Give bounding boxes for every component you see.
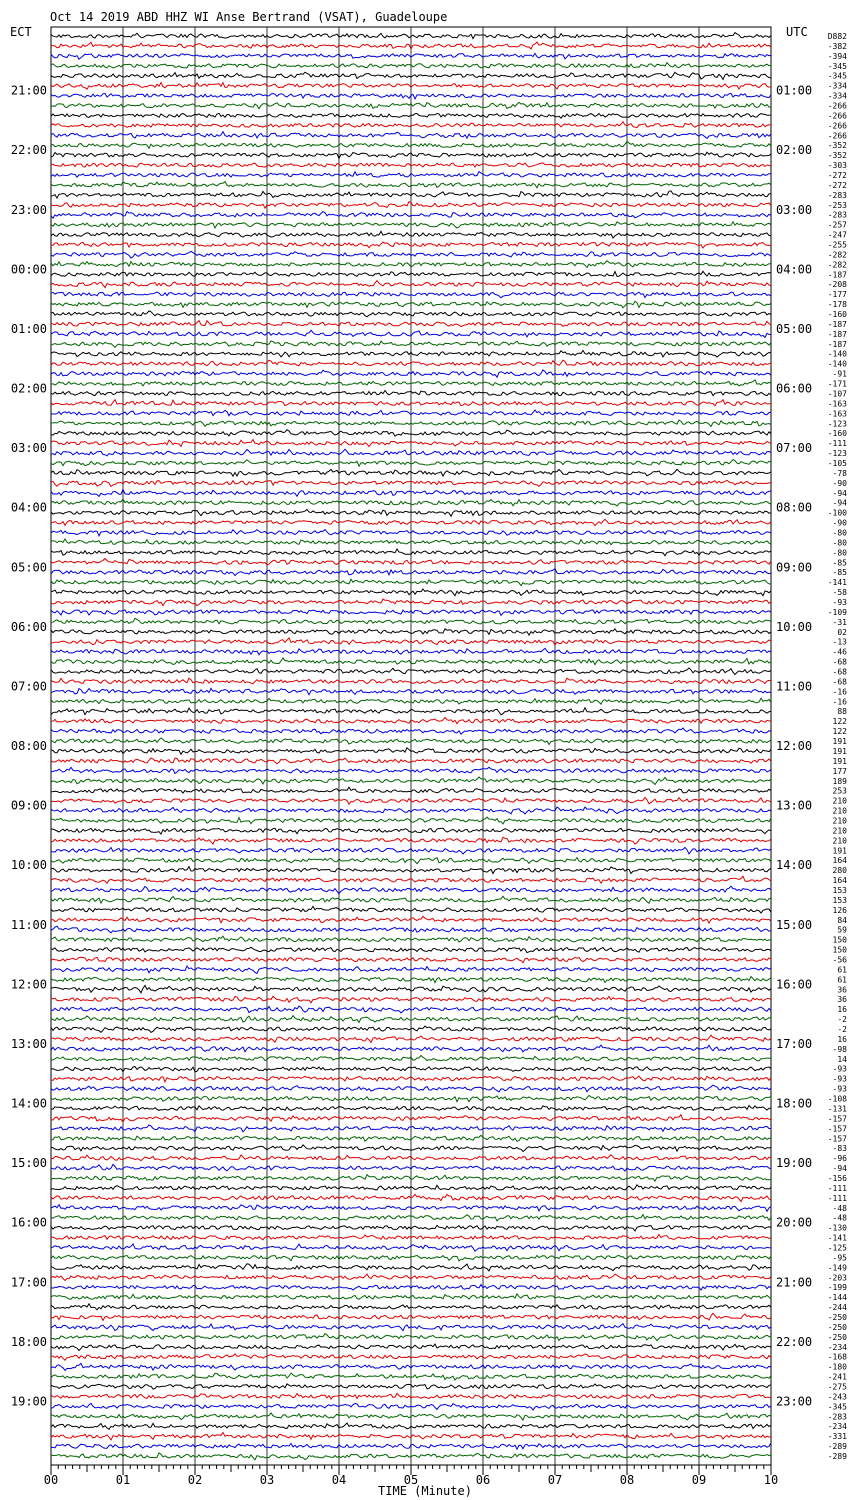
right-hour-label: 17:00: [776, 1036, 813, 1051]
right-hour-label: 18:00: [776, 1096, 813, 1111]
trace-offset-label: -93: [832, 598, 847, 608]
trace-offset-label: -156: [827, 1173, 847, 1183]
trace-offset-label: -94: [832, 498, 847, 508]
trace-offset-label: -241: [827, 1372, 847, 1382]
trace-offset-label: -111: [827, 1183, 847, 1193]
trace-offset-label: -394: [827, 51, 847, 61]
trace-offset-label: -234: [827, 1342, 847, 1352]
trace-offset-label: -266: [827, 111, 847, 121]
trace-offset-label: 153: [832, 895, 847, 905]
trace-offset-label: -266: [827, 101, 847, 111]
trace-offset-label: -123: [827, 419, 847, 429]
left-hour-label: 12:00: [10, 977, 47, 992]
chart-title: Oct 14 2019 ABD HHZ WI Anse Bertrand (VSAT), Guadeloupe: [50, 10, 448, 24]
left-hour-label: 16:00: [10, 1215, 47, 1230]
left-hour-label: 11:00: [10, 917, 47, 932]
trace-offset-label: 126: [832, 905, 847, 915]
trace-offset-label: -80: [832, 538, 847, 548]
trace-offset-label: 253: [832, 786, 847, 796]
trace-offset-label: -80: [832, 548, 847, 558]
trace-offset-label: -95: [832, 1253, 847, 1263]
trace-offset-label: -94: [832, 488, 847, 498]
trace-offset-label: -382: [827, 41, 847, 51]
trace-offset-label: -289: [827, 1442, 847, 1452]
trace-offset-label: -272: [827, 180, 847, 190]
trace-offset-label: -140: [827, 359, 847, 369]
trace-offset-label: 122: [832, 717, 847, 727]
trace-offset-label: -272: [827, 170, 847, 180]
trace-offset-label: 210: [832, 836, 847, 846]
trace-offset-label: -123: [827, 449, 847, 459]
right-hour-label: 14:00: [776, 858, 813, 873]
trace-offset-label: -68: [832, 677, 847, 687]
trace-offset-label: 84: [837, 915, 847, 925]
trace-offset-label: -203: [827, 1273, 847, 1283]
trace-offset-label: -334: [827, 91, 847, 101]
trace-offset-label: -93: [832, 1084, 847, 1094]
left-hour-label: 22:00: [10, 143, 47, 158]
right-hour-label: 11:00: [776, 679, 813, 694]
trace-offset-label: -2: [837, 1025, 847, 1035]
left-hour-label: 14:00: [10, 1096, 47, 1111]
x-tick-label: 05: [403, 1473, 419, 1487]
trace-offset-label: 02: [837, 627, 847, 637]
x-tick-label: 06: [475, 1473, 491, 1487]
trace-offset-label: -140: [827, 349, 847, 359]
trace-offset-label: -125: [827, 1243, 847, 1253]
trace-offset-label: -93: [832, 1074, 847, 1084]
trace-offset-label: -90: [832, 478, 847, 488]
right-hour-label: 05:00: [776, 321, 813, 336]
right-hour-label: 01:00: [776, 83, 813, 98]
trace-offset-labels: [828, 32, 847, 1461]
trace-offset-label: -163: [827, 409, 847, 419]
trace-offset-label: -78: [832, 468, 847, 478]
trace-offset-label: 210: [832, 806, 847, 816]
left-hour-label: 07:00: [10, 679, 47, 694]
x-tick-label: 02: [187, 1473, 203, 1487]
trace-offset-label: -149: [827, 1263, 847, 1273]
trace-offset-label: -266: [827, 121, 847, 131]
trace-offset-label: -141: [827, 578, 847, 588]
trace-offset-label: -283: [827, 1412, 847, 1422]
left-timezone-label: ECT: [10, 25, 32, 39]
left-hour-label: 03:00: [10, 441, 47, 456]
trace-offset-label: 16: [837, 1034, 847, 1044]
trace-offset-label: 191: [832, 737, 847, 747]
trace-offset-label: -187: [827, 329, 847, 339]
trace-offset-label: -250: [827, 1313, 847, 1323]
trace-offset-label: 164: [832, 876, 847, 886]
x-tick-label: 09: [691, 1473, 707, 1487]
trace-offset-label: 122: [832, 727, 847, 737]
right-hour-label: 03:00: [776, 202, 813, 217]
left-hour-label: 09:00: [10, 798, 47, 813]
right-hour-label: 22:00: [776, 1334, 813, 1349]
x-tick-label: 08: [619, 1473, 635, 1487]
trace-offset-label: -105: [827, 458, 847, 468]
trace-offset-label: 191: [832, 756, 847, 766]
trace-offset-label: -13: [832, 637, 847, 647]
trace-offset-label: -345: [827, 1402, 847, 1412]
trace-offset-label: 210: [832, 826, 847, 836]
trace-offset-label: 59: [837, 925, 847, 935]
left-hour-label: 19:00: [10, 1394, 47, 1409]
trace-offset-label: -283: [827, 190, 847, 200]
trace-offset-label: -131: [827, 1104, 847, 1114]
right-hour-label: 06:00: [776, 381, 813, 396]
trace-offset-label: 36: [837, 995, 847, 1005]
trace-offset-label: -352: [827, 151, 847, 161]
trace-offset-label: -160: [827, 310, 847, 320]
trace-offset-label: -345: [827, 71, 847, 81]
left-hour-label: 04:00: [10, 500, 47, 515]
trace-offset-label: -58: [832, 588, 847, 598]
trace-offset-label: -48: [832, 1203, 847, 1213]
trace-offset-label: -247: [827, 230, 847, 240]
x-axis-label: TIME (Minute): [378, 1484, 472, 1498]
trace-offset-label: 164: [832, 856, 847, 866]
right-hour-label: 07:00: [776, 441, 813, 456]
trace-offset-label: -282: [827, 250, 847, 260]
trace-offset-label: -177: [827, 290, 847, 300]
trace-offset-label: -68: [832, 667, 847, 677]
trace-offset-label: -275: [827, 1382, 847, 1392]
trace-offset-label: -257: [827, 220, 847, 230]
right-hour-label: 13:00: [776, 798, 813, 813]
left-hour-label: 05:00: [10, 560, 47, 575]
trace-offset-label: -108: [827, 1094, 847, 1104]
trace-offset-label: -98: [832, 1044, 847, 1054]
trace-offset-label: -157: [827, 1114, 847, 1124]
trace-offset-label: -93: [832, 1064, 847, 1074]
left-hour-label: 01:00: [10, 321, 47, 336]
trace-offset-label: 210: [832, 796, 847, 806]
trace-offset-label: -178: [827, 300, 847, 310]
trace-offset-label: -157: [827, 1134, 847, 1144]
trace-offset-label: -160: [827, 429, 847, 439]
trace-offset-label: -16: [832, 687, 847, 697]
trace-offset-label: -85: [832, 568, 847, 578]
right-hour-label: 20:00: [776, 1215, 813, 1230]
right-hour-label: 21:00: [776, 1275, 813, 1290]
trace-offset-label: -303: [827, 161, 847, 171]
x-tick-label: 01: [115, 1473, 131, 1487]
trace-offset-label: -94: [832, 1164, 847, 1174]
trace-offset-label: 88: [837, 707, 847, 717]
left-hour-label: 02:00: [10, 381, 47, 396]
trace-offset-label: -187: [827, 319, 847, 329]
trace-offset-label: 189: [832, 776, 847, 786]
trace-offset-label: 150: [832, 935, 847, 945]
trace-offset-label: -208: [827, 280, 847, 290]
right-timezone-label: UTC: [786, 25, 808, 39]
trace-offset-label: -163: [827, 399, 847, 409]
x-tick-label: 04: [331, 1473, 347, 1487]
trace-offset-label: -187: [827, 270, 847, 280]
trace-offset-label: -144: [827, 1293, 847, 1303]
trace-offset-label: -80: [832, 528, 847, 538]
trace-offset-label: -243: [827, 1392, 847, 1402]
trace-offset-label: -266: [827, 131, 847, 141]
left-hour-label: 17:00: [10, 1275, 47, 1290]
trace-offset-label: -253: [827, 200, 847, 210]
trace-offset-label: -107: [827, 389, 847, 399]
trace-offset-label: -283: [827, 210, 847, 220]
trace-offset-label: -68: [832, 657, 847, 667]
right-hour-label: 12:00: [776, 739, 813, 753]
x-tick-label: 07: [547, 1473, 563, 1487]
trace-offset-label: -157: [827, 1124, 847, 1134]
trace-offset-label: -83: [832, 1144, 847, 1154]
right-hour-label: 04:00: [776, 262, 813, 277]
trace-offset-label: 150: [832, 945, 847, 955]
left-hour-label: 21:00: [10, 83, 47, 98]
trace-offset-label: -130: [827, 1223, 847, 1233]
left-hour-label: 00:00: [10, 262, 47, 277]
right-hour-label: 23:00: [776, 1394, 813, 1409]
x-tick-label: 00: [43, 1473, 59, 1487]
trace-offset-label: -234: [827, 1422, 847, 1432]
trace-offset-label: -345: [827, 61, 847, 71]
trace-offset-label: -2: [837, 1015, 847, 1025]
trace-offset-label: 191: [832, 846, 847, 856]
trace-offset-label: -48: [832, 1213, 847, 1223]
trace-offset-label: -100: [827, 508, 847, 518]
left-hour-labels: [11, 84, 47, 1409]
trace-offset-label: 280: [832, 866, 847, 876]
left-hour-label: 13:00: [10, 1036, 47, 1051]
trace-offset-label: -141: [827, 1233, 847, 1243]
right-hour-label: 15:00: [776, 917, 813, 932]
trace-offset-label: -171: [827, 379, 847, 389]
trace-offset-label: -31: [832, 617, 847, 627]
left-hour-label: 08:00: [10, 739, 47, 753]
x-tick-label: 10: [763, 1473, 779, 1487]
trace-offset-label: -331: [827, 1432, 847, 1442]
right-hour-label: 19:00: [776, 1156, 813, 1171]
trace-offset-label: 153: [832, 885, 847, 895]
trace-offset-label: 36: [837, 985, 847, 995]
trace-offset-label: -255: [827, 240, 847, 250]
trace-offset-label: -250: [827, 1332, 847, 1342]
trace-offset-label: -282: [827, 260, 847, 270]
trace-offset-label: 14: [837, 1054, 847, 1064]
left-hour-label: 15:00: [10, 1156, 47, 1171]
trace-offset-label: 61: [837, 975, 847, 985]
left-hour-label: 06:00: [10, 619, 47, 634]
trace-offset-label: -244: [827, 1303, 847, 1313]
trace-offset-label: -334: [827, 81, 847, 91]
right-hour-labels: [776, 84, 812, 1409]
left-hour-label: 23:00: [10, 202, 47, 217]
trace-offset-label: -90: [832, 518, 847, 528]
x-tick-label: 03: [259, 1473, 275, 1487]
trace-offset-label: -16: [832, 697, 847, 707]
trace-offset-label: -180: [827, 1362, 847, 1372]
left-hour-label: 18:00: [10, 1334, 47, 1349]
trace-offset-label: -109: [827, 607, 847, 617]
trace-offset-label: -168: [827, 1352, 847, 1362]
trace-offset-label: D882: [827, 31, 847, 41]
trace-offset-label: -199: [827, 1283, 847, 1293]
trace-offset-label: -250: [827, 1322, 847, 1332]
left-hour-label: 10:00: [10, 858, 47, 873]
trace-offset-label: 16: [837, 1005, 847, 1015]
trace-offset-label: 191: [832, 746, 847, 756]
trace-offset-label: 210: [832, 816, 847, 826]
right-hour-label: 16:00: [776, 977, 813, 992]
right-hour-label: 08:00: [776, 500, 813, 515]
trace-offset-label: -91: [832, 369, 847, 379]
trace-offset-label: 177: [832, 766, 847, 776]
trace-offset-label: -352: [827, 141, 847, 151]
trace-offset-label: -111: [827, 1193, 847, 1203]
trace-offset-label: -289: [827, 1452, 847, 1462]
trace-offset-label: -46: [832, 647, 847, 657]
trace-offset-label: 61: [837, 965, 847, 975]
right-hour-label: 10:00: [776, 619, 813, 634]
right-hour-label: 09:00: [776, 560, 813, 575]
trace-offset-label: -56: [832, 955, 847, 965]
right-hour-label: 02:00: [776, 143, 813, 158]
trace-offset-label: -96: [832, 1154, 847, 1164]
trace-offset-label: -111: [827, 439, 847, 449]
trace-offset-label: -85: [832, 558, 847, 568]
trace-offset-label: -187: [827, 339, 847, 349]
